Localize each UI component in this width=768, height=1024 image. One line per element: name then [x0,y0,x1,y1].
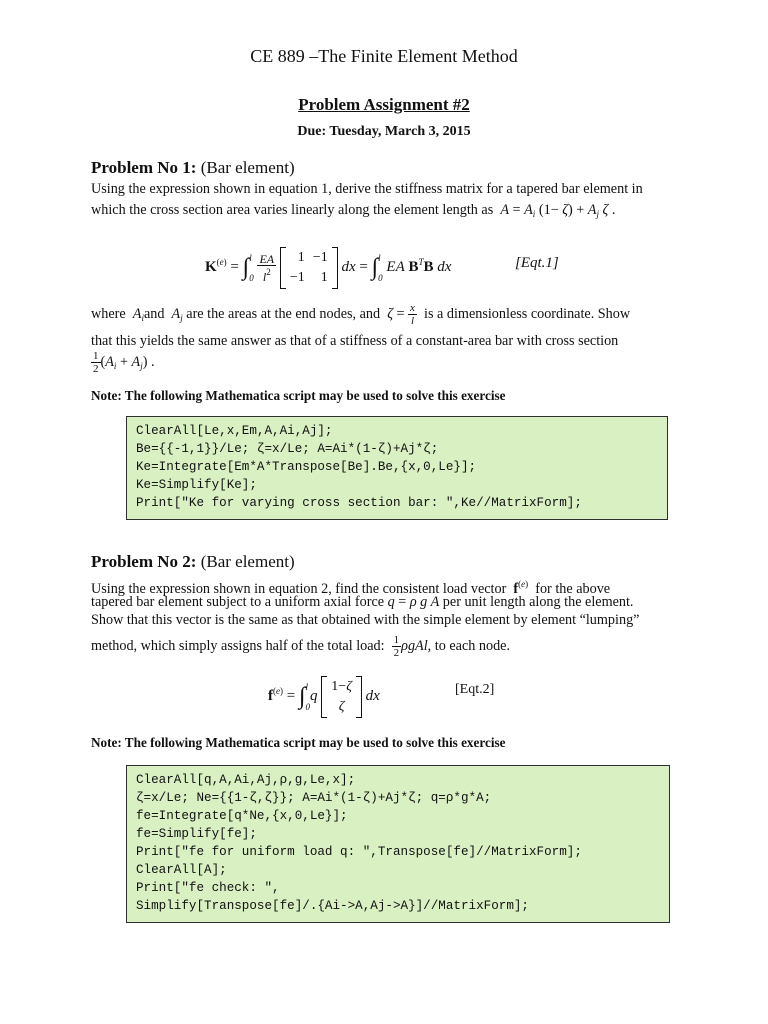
problem2-heading: Problem No 2: (Bar element) [91,552,295,571]
code-line: Print["fe check: ", [136,881,280,895]
equation-2: $f^{(e)} = \int l$ 0q 1−ζ ζ dx [268,668,380,714]
problem1-note: Note: The following Mathematica script may be used to solve this exercise [91,388,506,403]
problem2-code-box [126,765,670,923]
problem2-line2: tapered bar element subject to a uniform axial force q = ρ g A per unit length along the element. [91,594,634,610]
problem1-heading: Problem No 1: (Bar element) [91,158,295,177]
problem2-line1: Using the expression shown in equation 2, find the consistent load vector $f^{(e)}$ for the above [91,579,611,597]
code-line: Ke=Integrate[Em*A*Transpose[Be].Be,{x,0,Le}]; [136,460,477,474]
equation-2-label: [Eqt.2] [455,682,495,697]
code-line: Print["Ke for varying cross section bar: ",Ke//MatrixForm]; [136,496,582,510]
problem2-note: Note: The following Mathematica script may be used to solve this exercise [91,735,506,750]
assignment-title: Problem Assignment #2 [298,95,470,114]
equation-1-label: [Eqt.1] [515,255,559,271]
problem2-line3: Show that this vector is the same as that obtained with the simple element by element “lumping” [91,612,640,628]
code-line: Simplify[Transpose[fe]/.{Ai->A,Aj->A}]//MatrixForm]; [136,899,529,913]
problem1-area-expr: $\frac{1}{2}$ $(A_i + A_j)$ . [93,350,155,375]
code-line: fe=Integrate[q*Ne,{x,0,Le}]; [136,809,348,823]
code-line: ClearAll[q,A,Ai,Aj,ρ,g,Le,x]; [136,773,356,787]
code-line: Ke=Simplify[Ke]; [136,478,257,492]
code-line: ClearAll[Le,x,Em,A,Ai,Aj]; [136,424,333,438]
problem2-line4: method, which simply assigns half of the total load: $\frac{1}{2}$ ρgAl, to each node. [91,634,511,660]
code-line: fe=Simplify[fe]; [136,827,257,841]
code-line: ClearAll[A]; [136,863,227,877]
course-title: CE 889 –The Finite Element Method [250,46,518,66]
problem1-line2: which the cross section area varies linearly along the element length as $A = A_i$ $(1- \zeta) + A_j$ ζ . [91,202,616,219]
code-line: ζ=x/Le; Ne={{1-ζ,ζ}}; A=Ai*(1-ζ)+Aj*ζ; q=ρ*g*A; [136,791,492,805]
due-date: Due: Tuesday, March 3, 2015 [297,124,471,139]
problem1-code-box [126,416,668,520]
problem1-line4: that this yields the same answer as that of a stiffness of a constant-area bar with cross section [91,333,619,349]
code-line: Print["fe for uniform load q: ",Transpose[fe]//MatrixForm]; [136,845,582,859]
code-line: Be={{-1,1}}/Le; ζ=x/Le; A=Ai*(1-ζ)+Aj*ζ; [136,442,439,456]
problem1-line1: Using the expression shown in equation 1, derive the stiffness matrix for a tapered bar element in [91,181,643,197]
problem1-where-line: where $A_iand$ $A_j$ are the areas at the end nodes, and ζ = $\frac{x}{l}$ is a dimensionless coordinate. Show [91,302,631,327]
equation-1: $K^{(e)} = \int l$ 0 $\frac{EA}{l^2}$ 1 −1 −1 1 dx = ∫l 0 EA $B^TB$ dx [205,240,451,284]
